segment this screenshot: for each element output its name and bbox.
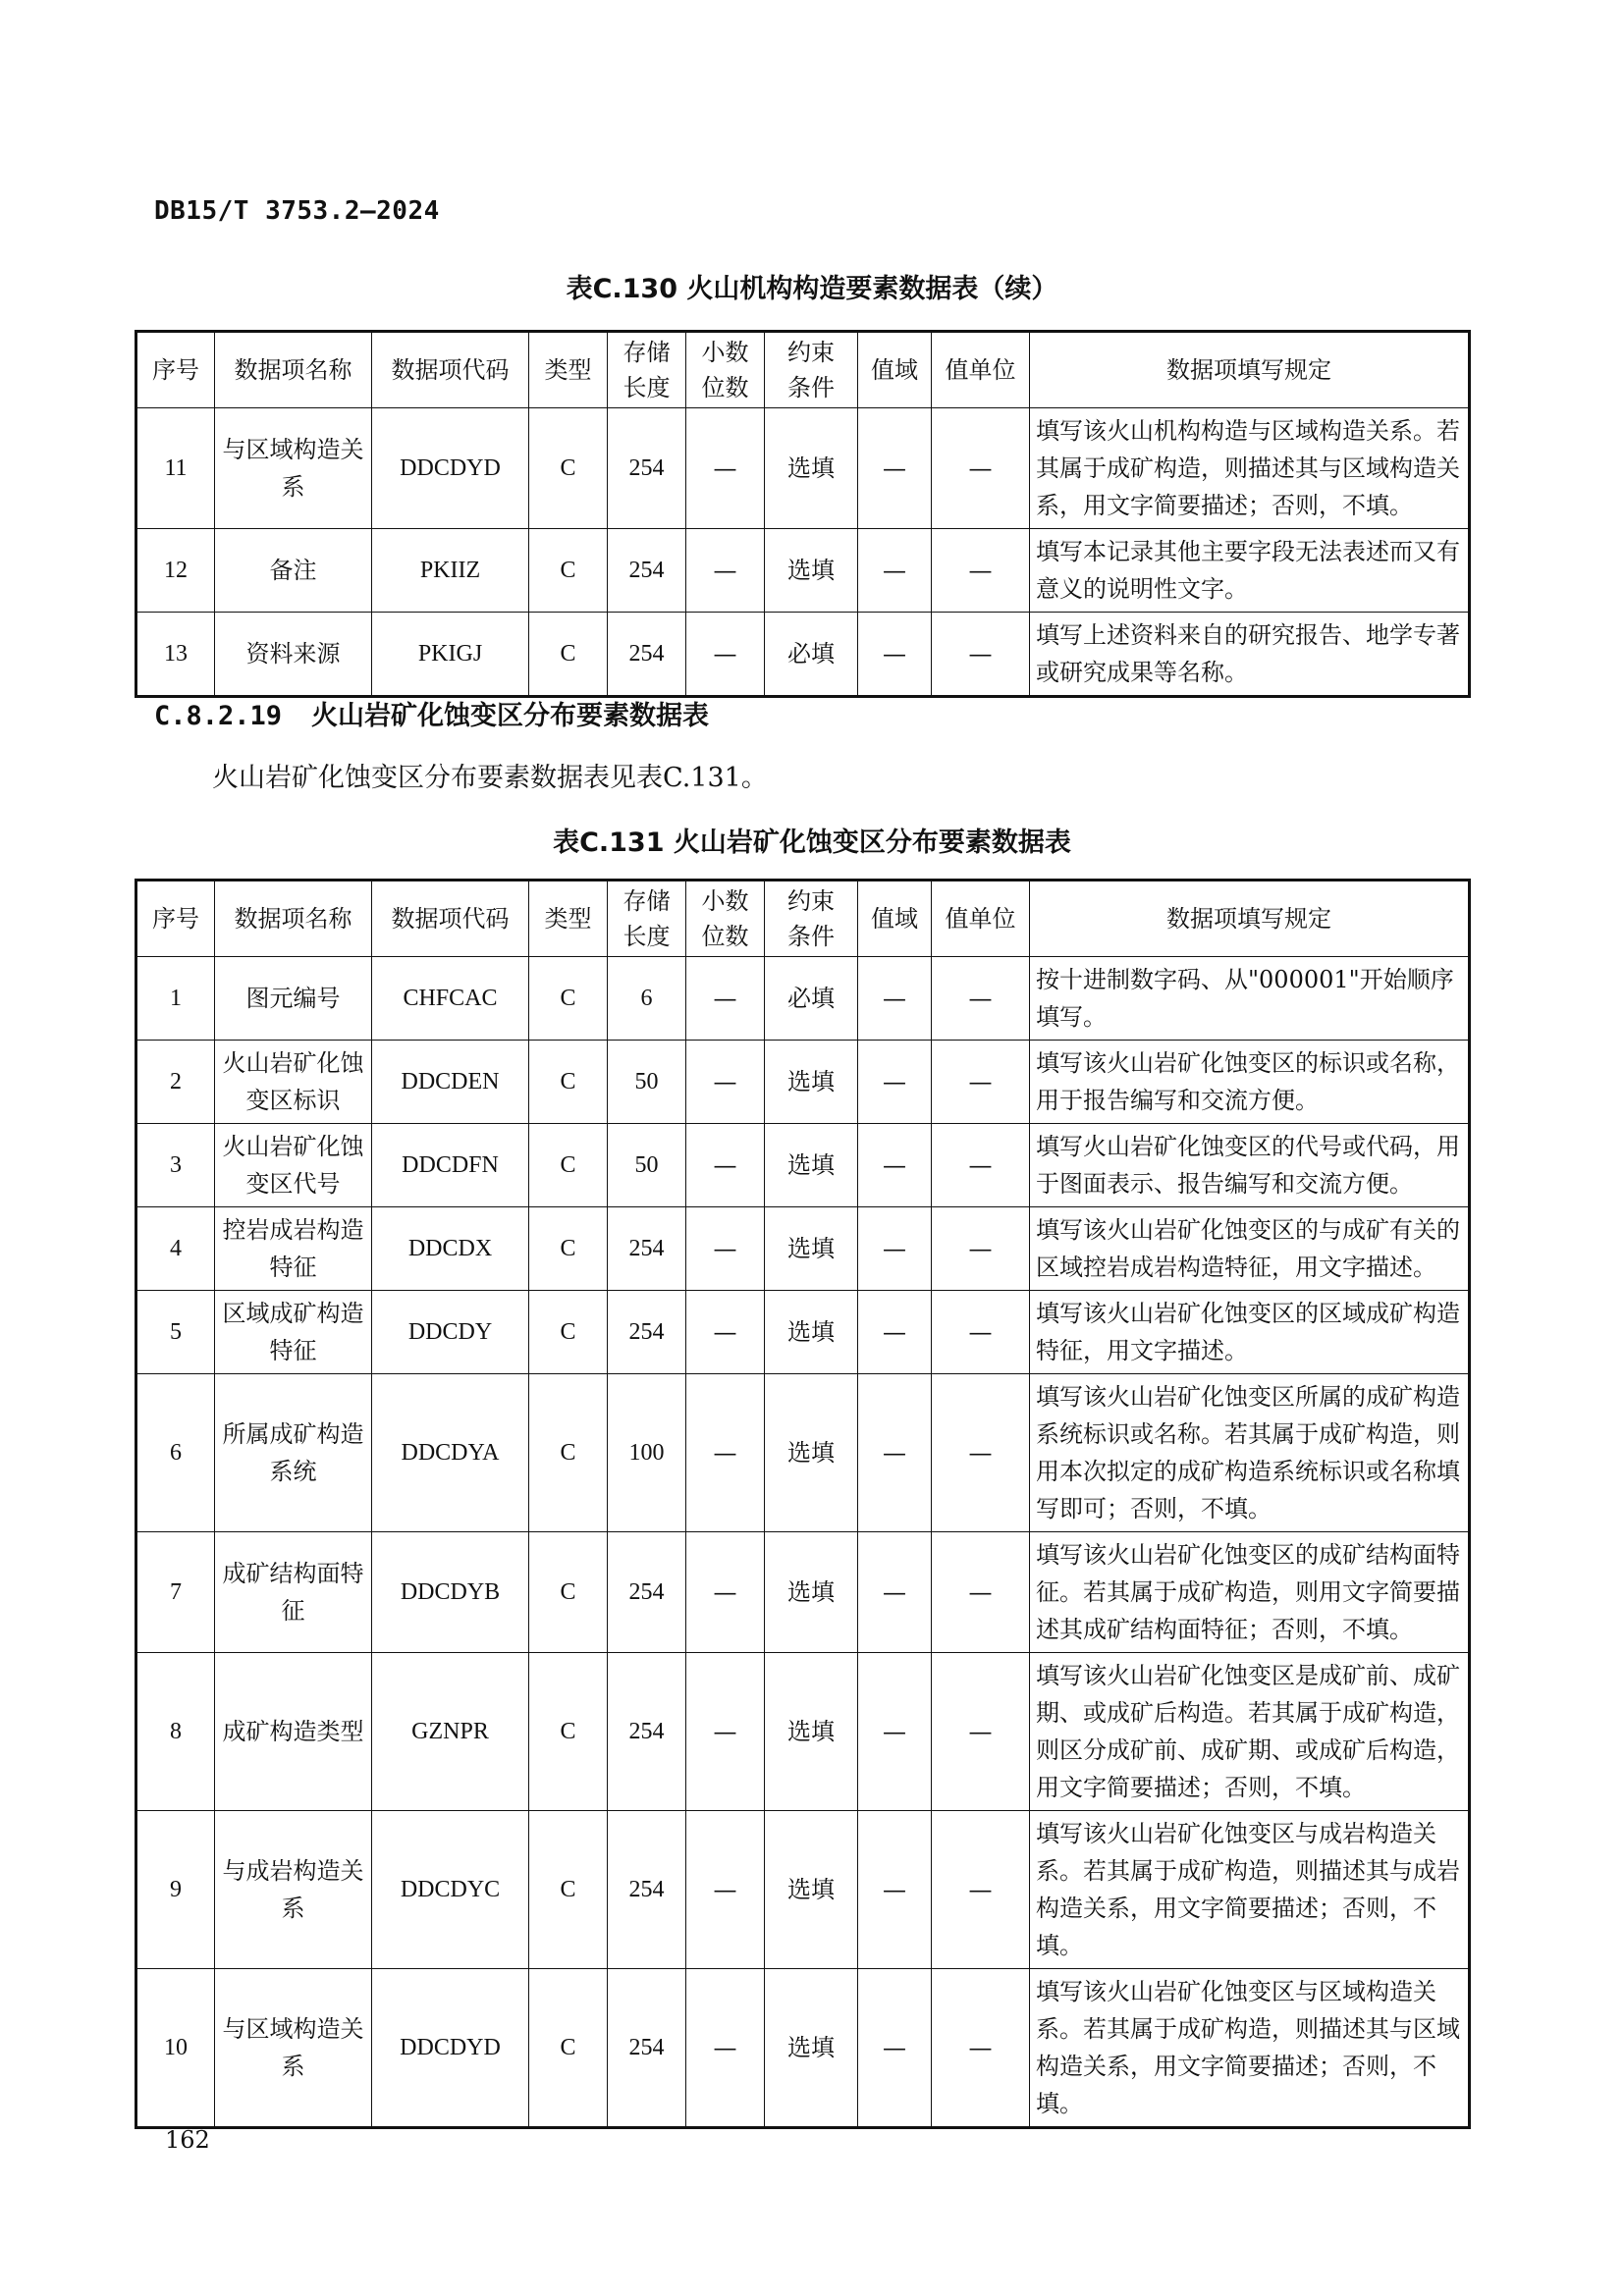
table-cell: 254 [608,1969,686,2128]
table-cell: — [858,1811,932,1969]
table-cell: 50 [608,1041,686,1124]
table-cell: — [686,1811,765,1969]
table-cell: 50 [608,1124,686,1207]
table-cell: DDCDX [372,1207,529,1291]
column-header: 数据项填写规定 [1030,881,1470,957]
table-row [136,1532,1470,1653]
table-cell: 8 [136,1653,215,1811]
table-cell: 填写该火山岩矿化蚀变区的成矿结构面特征。若其属于成矿构造，则用文字简要描述其成矿结构面特征；否则，不填。 [1030,1532,1470,1653]
table-cell: — [858,408,932,529]
table-cell: C [529,1969,608,2128]
table-cell: C [529,613,608,697]
table-cell: DDCDYC [372,1811,529,1969]
table-cell: — [686,1374,765,1532]
table-cell: C [529,1207,608,1291]
table-cell: — [858,1374,932,1532]
table-cell: — [932,1811,1030,1969]
table-cell: 成矿结构面特征 [215,1532,372,1653]
table-cell: 控岩成岩构造特征 [215,1207,372,1291]
table-cell: 12 [136,529,215,613]
table-cell: — [932,1969,1030,2128]
table-cell: — [932,1532,1030,1653]
table-cell: 选填 [765,1969,858,2128]
table-cell: — [932,1374,1030,1532]
table-cell: — [858,1969,932,2128]
table-cell: — [932,1653,1030,1811]
table-cell: DDCDYB [372,1532,529,1653]
column-header: 小数 位数 [686,881,765,957]
table-cell: DDCDYA [372,1374,529,1532]
section-heading [154,694,709,732]
table-cell: 填写上述资料来自的研究报告、地学专著或研究成果等名称。 [1030,613,1470,697]
table-cell: 254 [608,1653,686,1811]
table-row [136,1041,1470,1124]
table-cell: 5 [136,1291,215,1374]
table-cell: — [858,1653,932,1811]
table-cell: GZNPR [372,1653,529,1811]
table-cell: — [858,957,932,1041]
table-cell: C [529,1811,608,1969]
table-cell: 与区域构造关系 [215,1969,372,2128]
table-cell: 区域成矿构造特征 [215,1291,372,1374]
table-cell: — [686,408,765,529]
table-cell: — [932,529,1030,613]
table-cell: — [858,1124,932,1207]
table-cell: 6 [136,1374,215,1532]
table-c130-caption: 表C.130 火山机构构造要素数据表（续） [566,274,1058,304]
column-header: 值域 [858,332,932,408]
column-header: 存储 长度 [608,881,686,957]
table-c131-caption: 表C.131 火山岩矿化蚀变区分布要素数据表 [553,828,1071,858]
table-cell: 火山岩矿化蚀变区标识 [215,1041,372,1124]
table-cell: 选填 [765,1207,858,1291]
table-c131 [135,879,1471,2129]
table-cell: — [932,957,1030,1041]
table-cell: — [932,1124,1030,1207]
table-cell: DDCDYD [372,408,529,529]
table-cell: 254 [608,1532,686,1653]
table-cell: — [858,1291,932,1374]
table-cell: 11 [136,408,215,529]
table-cell: 10 [136,1969,215,2128]
column-header: 约束 条件 [765,881,858,957]
table-cell: — [686,1969,765,2128]
table-cell: DDCDYD [372,1969,529,2128]
table-cell: — [858,1041,932,1124]
table-cell: DDCDFN [372,1124,529,1207]
table-cell: 填写该火山岩矿化蚀变区与成岩构造关系。若其属于成矿构造，则描述其与成岩构造关系，用文字简要描述；否则，不填。 [1030,1811,1470,1969]
table-cell: 254 [608,613,686,697]
table-cell: 填写本记录其他主要字段无法表述而又有意义的说明性文字。 [1030,529,1470,613]
section-intro-text: 火山岩矿化蚀变区分布要素数据表见表C.131。 [212,763,768,793]
table-cell: 填写该火山岩矿化蚀变区与区域构造关系。若其属于成矿构造，则描述其与区域构造关系，用文字简要描述；否则，不填。 [1030,1969,1470,2128]
table-cell: 100 [608,1374,686,1532]
table-cell: 所属成矿构造系统 [215,1374,372,1532]
column-header: 类型 [529,332,608,408]
table-cell: 6 [608,957,686,1041]
table-cell: — [686,1124,765,1207]
table-cell: 图元编号 [215,957,372,1041]
table-cell: 填写该火山机构构造与区域构造关系。若其属于成矿构造，则描述其与区域构造关系，用文字简要描述；否则，不填。 [1030,408,1470,529]
table-cell: — [932,1041,1030,1124]
column-header: 数据项名称 [215,881,372,957]
table-cell: — [858,1207,932,1291]
table-cell: 填写该火山岩矿化蚀变区的区域成矿构造特征，用文字描述。 [1030,1291,1470,1374]
table-row [136,1374,1470,1532]
table-cell: — [858,613,932,697]
table-cell: — [932,408,1030,529]
table-cell: 4 [136,1207,215,1291]
table-cell: 13 [136,613,215,697]
table-cell: CHFCAC [372,957,529,1041]
column-header: 序号 [136,881,215,957]
table-cell: PKIIZ [372,529,529,613]
table-cell: — [932,1207,1030,1291]
table-c130 [135,330,1471,698]
table-cell: — [686,1207,765,1291]
column-header: 数据项名称 [215,332,372,408]
table-row [136,1811,1470,1969]
table-cell: C [529,1532,608,1653]
table-cell: 必填 [765,957,858,1041]
table-cell: — [686,957,765,1041]
table-cell: — [858,529,932,613]
table-cell: 选填 [765,1291,858,1374]
column-header: 数据项填写规定 [1030,332,1470,408]
table-cell: 选填 [765,1041,858,1124]
table-cell: 选填 [765,1653,858,1811]
table-cell: C [529,408,608,529]
section-number: C.8.2.19 [154,701,283,731]
column-header: 小数 位数 [686,332,765,408]
table-cell: C [529,1653,608,1811]
column-header: 数据项代码 [372,332,529,408]
table-cell: 成矿构造类型 [215,1653,372,1811]
table-cell: DDCDY [372,1291,529,1374]
table-cell: 选填 [765,1124,858,1207]
table-cell: 填写该火山岩矿化蚀变区是成矿前、成矿期、或成矿后构造。若其属于成矿构造，则区分成矿前、成矿期、或成矿后构造，用文字简要描述；否则，不填。 [1030,1653,1470,1811]
table-cell: 备注 [215,529,372,613]
table-cell: C [529,1124,608,1207]
table-cell: 3 [136,1124,215,1207]
table-cell: C [529,1374,608,1532]
table-header-row [136,881,1470,957]
table-cell: DDCDEN [372,1041,529,1124]
table-row [136,1291,1470,1374]
table-cell: C [529,957,608,1041]
table-cell: 按十进制数字码、从"000001"开始顺序填写。 [1030,957,1470,1041]
table-row [136,1969,1470,2128]
table-cell: — [686,1291,765,1374]
table-cell: — [858,1532,932,1653]
table-cell: — [932,613,1030,697]
table-header-row [136,332,1470,408]
column-header: 序号 [136,332,215,408]
table-cell: 254 [608,1207,686,1291]
table-cell: PKIGJ [372,613,529,697]
table-cell: 必填 [765,613,858,697]
table-cell: — [686,1532,765,1653]
column-header: 约束 条件 [765,332,858,408]
column-header: 类型 [529,881,608,957]
table-cell: 填写该火山岩矿化蚀变区的与成矿有关的区域控岩成岩构造特征，用文字描述。 [1030,1207,1470,1291]
table-row [136,1653,1470,1811]
column-header: 存储 长度 [608,332,686,408]
table-cell: C [529,1041,608,1124]
table-cell: 254 [608,529,686,613]
page-number: 162 [165,2126,210,2154]
table-cell: — [686,529,765,613]
table-cell: 填写该火山岩矿化蚀变区的标识或名称，用于报告编写和交流方便。 [1030,1041,1470,1124]
table-cell: 填写该火山岩矿化蚀变区所属的成矿构造系统标识或名称。若其属于成矿构造，则用本次拟定的成矿构造系统标识或名称填写即可；否则，不填。 [1030,1374,1470,1532]
table-row [136,1124,1470,1207]
table-cell: — [686,613,765,697]
table-cell: 填写火山岩矿化蚀变区的代号或代码，用于图面表示、报告编写和交流方便。 [1030,1124,1470,1207]
section-title: 火山岩矿化蚀变区分布要素数据表 [311,701,710,731]
table-cell: 254 [608,1291,686,1374]
table-cell: — [686,1653,765,1811]
table-cell: C [529,529,608,613]
table-cell: 与成岩构造关系 [215,1811,372,1969]
table-cell: — [686,1041,765,1124]
column-header: 值单位 [932,881,1030,957]
table-cell: 2 [136,1041,215,1124]
column-header: 值单位 [932,332,1030,408]
table-cell: 火山岩矿化蚀变区代号 [215,1124,372,1207]
table-cell: 9 [136,1811,215,1969]
table-cell: 选填 [765,529,858,613]
table-cell: 1 [136,957,215,1041]
table-cell: C [529,1291,608,1374]
column-header: 值域 [858,881,932,957]
table-cell: 资料来源 [215,613,372,697]
table-cell: 选填 [765,1532,858,1653]
table-cell: 254 [608,408,686,529]
table-row [136,613,1470,697]
table-cell: — [932,1291,1030,1374]
document-code: DB15/T 3753.2—2024 [154,196,440,226]
table-cell: 254 [608,1811,686,1969]
table-row [136,1207,1470,1291]
table-cell: 与区域构造关系 [215,408,372,529]
table-cell: 选填 [765,1374,858,1532]
table-row [136,408,1470,529]
table-row [136,957,1470,1041]
table-cell: 选填 [765,1811,858,1969]
table-cell: 7 [136,1532,215,1653]
table-row [136,529,1470,613]
column-header: 数据项代码 [372,881,529,957]
table-cell: 选填 [765,408,858,529]
